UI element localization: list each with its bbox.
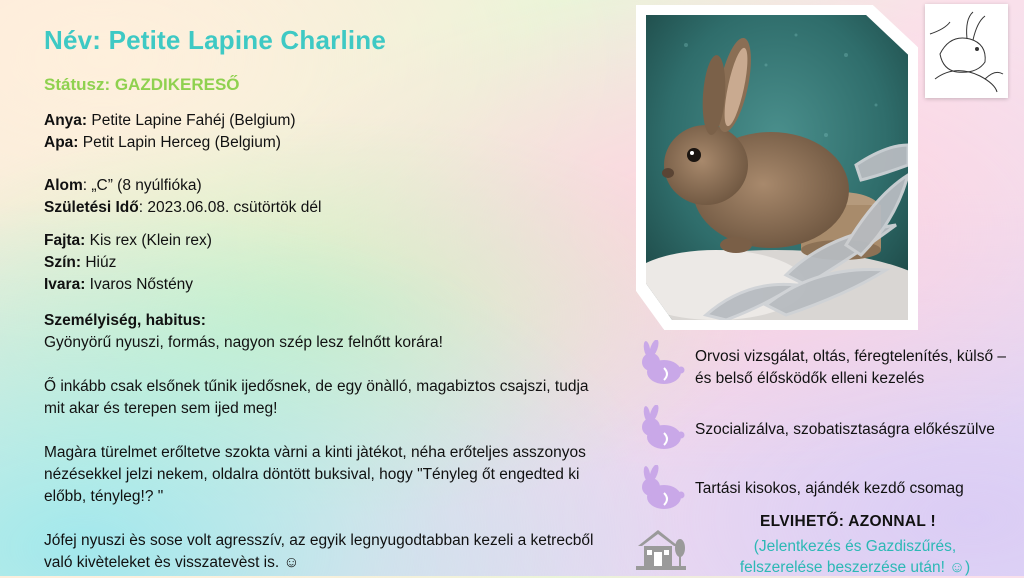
personality-block [44,310,634,574]
traits-block [44,230,212,296]
litter-block [44,175,321,219]
color-value: Hiúz [81,254,117,271]
availability-note: (Jelentkezés és Gazdiszűrés, felszerelése beszerzése után! ☺) [739,538,971,576]
feature-item [638,340,686,393]
personality-paragraph-3: Magàra türelmet erőltetve szokta vàrni a kinti jàtékot, néha erőteljes asszonyos nézésekkel jelzi nekem, oldalra döntött buksival, hogy "Tényleg őt engedted ki előbb, tényleg!? " [44,444,586,505]
bunny-icon [638,465,686,513]
bunny-icon [638,405,686,453]
birth-label: Születési Idő [44,199,139,216]
feature-text-3: Tartási kisokos, ajándék kezdő csomag [695,480,964,497]
personality-paragraph-4: Jófej nyuszi ès sose volt agresszív, az egyik legnyugodtabban kezeli a ketrecből való kivèteleket ès visszatevèst is. ☺ [44,532,594,571]
parents-block [44,110,296,154]
feature-text-2: Szocializálva, szobatisztaságra előkészülve [695,421,995,438]
mother-label: Anya: [44,112,88,129]
sex-value: Ivaros Nőstény [85,276,194,293]
feature-text-1: Orvosi vizsgálat, oltás, féregtelenítés, külső – és belső élősködők elleni kezelés [695,348,1007,387]
rabbit-sketch-image [925,4,1008,98]
breed-value: Kis rex (Klein rex) [85,232,212,249]
rabbit-photo-frame [636,5,918,330]
status-label: Státusz: GAZDIKERESŐ [44,75,240,94]
rabbit-photo [646,15,908,320]
breed-label: Fajta: [44,232,86,249]
litter-line [44,175,321,197]
feature-item [638,465,686,518]
litter-value: : „C” (8 nyúlfióka) [82,177,202,194]
sex-label: Ivara: [44,276,86,293]
color-label: Szín: [44,254,82,271]
birth-line [44,197,321,219]
color-line [44,252,212,274]
sex-line [44,274,212,296]
birth-value: : 2023.06.08. csütörtök dél [138,199,322,216]
personality-heading: Személyiség, habitus: [44,312,206,329]
bunny-icon [638,340,686,388]
father-label: Apa: [44,134,79,151]
litter-label: Alom [44,177,83,194]
availability-title: ELVIHETŐ: AZONNAL ! [760,513,936,530]
page-title: Név: Petite Lapine Charline [44,25,387,55]
personality-paragraph-2: Ő inkább csak elsőnek tűnik ijedősnek, de egy önàlló, magabiztos csajszi, tudja mit akar és terepen sem ijed meg! [44,378,589,417]
father-value: Petit Lapin Herceg (Belgium) [78,134,281,151]
personality-paragraph-1: Gyönyörű nyuszi, formás, nagyon szép lesz felnőtt korára! [44,334,443,351]
breed-line [44,230,212,252]
father-line [44,132,296,154]
feature-item [638,405,686,458]
mother-line [44,110,296,132]
mother-value: Petite Lapine Fahéj (Belgium) [87,112,296,129]
house-icon [636,524,686,577]
